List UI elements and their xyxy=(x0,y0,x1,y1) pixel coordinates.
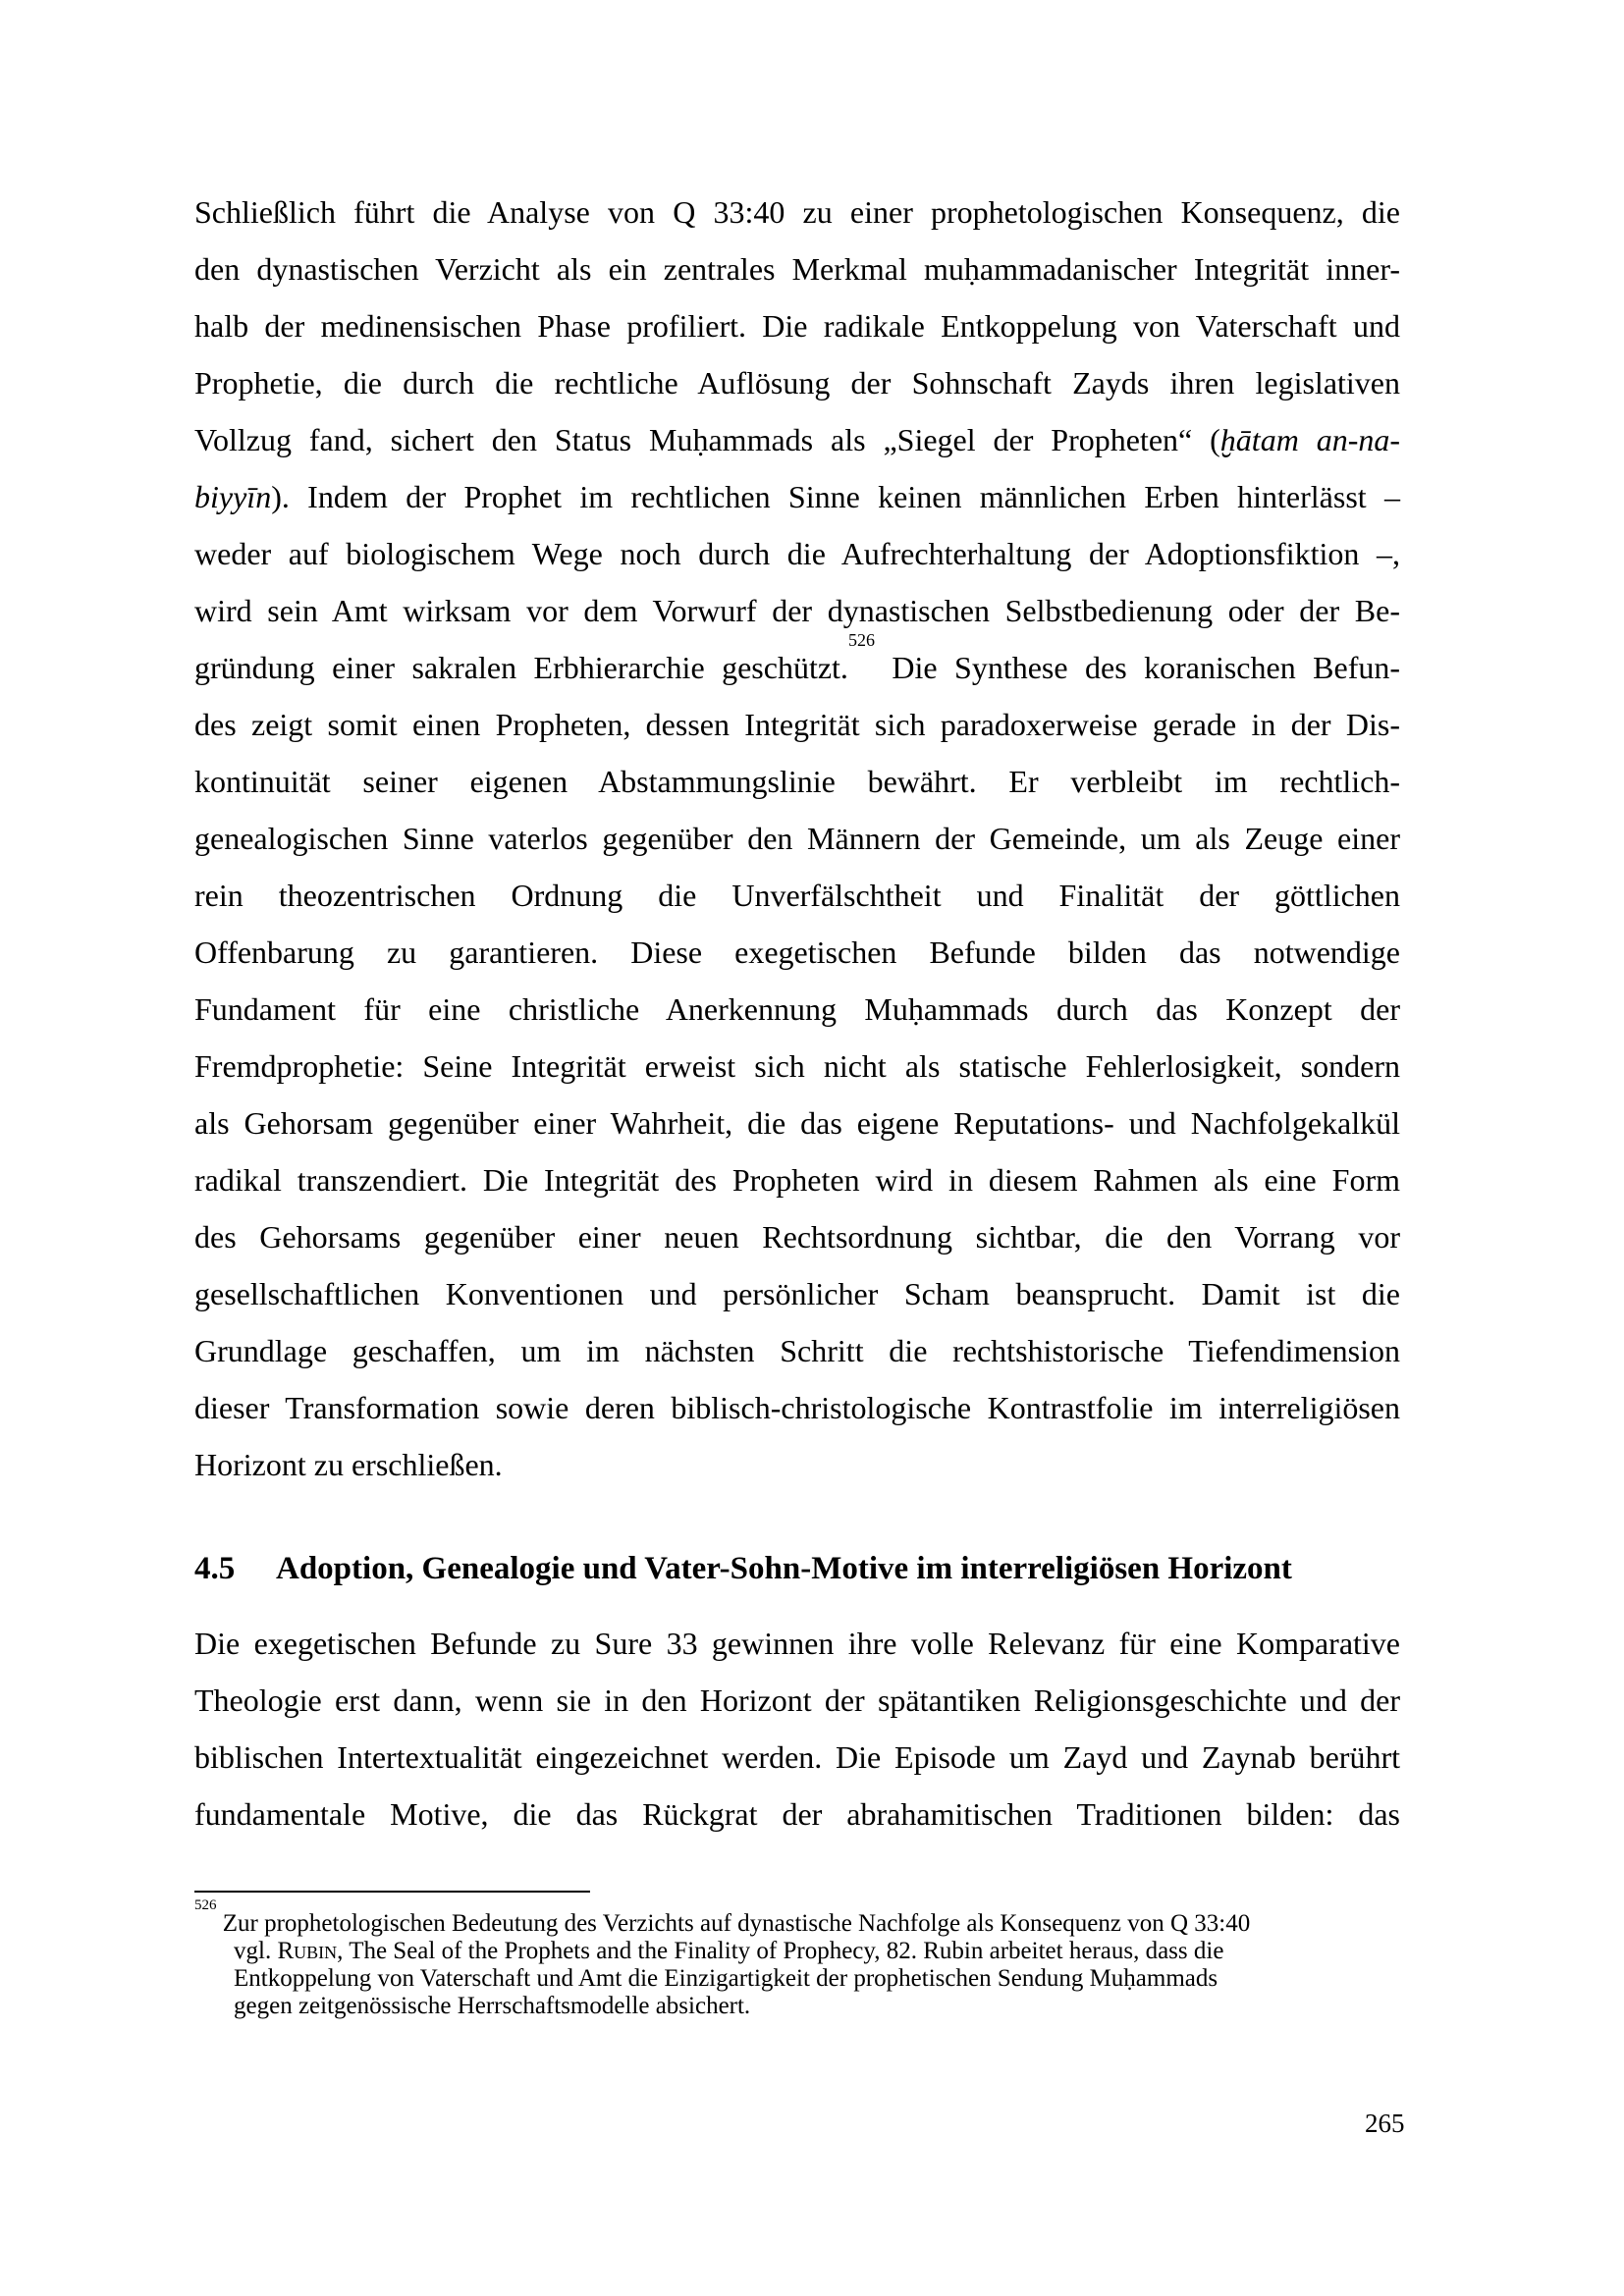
paragraph-2-line-4: fundamentale Motive, die das Rückgrat der abrahamitischen Traditionen bilden: das xyxy=(194,1796,1400,1832)
footnote-line-1: $^{526}$ Zur prophetologischen Bedeutung des Verzichts auf dynastische Nachfolge als Konsequenz von Q 33:40 xyxy=(194,1897,1251,1937)
paragraph-1-line-17: als Gehorsam gegenüber einer Wahrheit, die das eigene Reputations- und Nachfolgekalkül xyxy=(194,1105,1400,1141)
paragraph-1-line-13: rein theozentrischen Ordnung die Unverfälschtheit und Finalität der göttlichen xyxy=(194,878,1400,913)
paragraph-1-line-4: Prophetie, die durch die rechtliche Auflösung der Sohnschaft Zayds ihren legislativen xyxy=(194,365,1400,400)
paragraph-1-line-19: des Gehorsams gegenüber einer neuen Rechtsordnung sichtbar, die den Vorrang vor xyxy=(194,1219,1400,1255)
paragraph-1-line-7: weder auf biologischem Wege noch durch die Aufrechterhaltung der Adoptionsfiktion –, xyxy=(194,536,1400,571)
section-title: Adoption, Genealogie und Vater-Sohn-Motive im interreligiösen Horizont xyxy=(276,1551,1292,1586)
paragraph-1-line-16: Fremdprophetie: Seine Integrität erweist sich nicht als statische Fehlerlosigkeit, sondern xyxy=(194,1048,1400,1084)
paragraph-1-line-20: gesellschaftlichen Konventionen und persönlicher Scham beansprucht. Damit ist die xyxy=(194,1276,1400,1311)
footnote-author: Rubin xyxy=(277,1938,338,1964)
paragraph-2-line-1: Die exegetischen Befunde zu Sure 33 gewinnen ihre volle Relevanz für eine Komparative xyxy=(194,1626,1400,1661)
paragraph-1-line-23: Horizont zu erschließen. xyxy=(194,1447,503,1482)
footnote-line-3: Entkoppelung von Vaterschaft und Amt die Einzigartigkeit der prophetischen Sendung Muḥammads xyxy=(234,1965,1218,1992)
footnote-reference[interactable]: 526 xyxy=(847,630,875,650)
paragraph-1-line-1: Schließlich führt die Analyse von Q 33:40 zu einer prophetologischen Konsequenz, die xyxy=(194,194,1400,230)
paragraph-1-line-14: Offenbarung zu garantieren. Diese exegetischen Befunde bilden das notwendige xyxy=(194,934,1400,970)
page-number: 265 xyxy=(1365,2109,1405,2138)
paragraph-1-line-22: dieser Transformation sowie deren biblisch-christologische Kontrastfolie im interreligiösen xyxy=(194,1390,1400,1425)
section-heading xyxy=(194,1549,1400,1588)
paragraph-1-line-10: des zeigt somit einen Propheten, dessen Integrität sich paradoxerweise gerade in der Dis- xyxy=(194,707,1400,742)
arabic-term-italic: ḫātam an-na- xyxy=(1219,422,1401,457)
paragraph-1-line-9: gründung einer sakralen Erbhierarchie geschützt.$^{526}$ Die Synthese des koranischen Befun- xyxy=(194,630,1401,685)
paragraph-2-line-3: biblischen Intertextualität eingezeichnet werden. Die Episode um Zayd und Zaynab berührt xyxy=(194,1739,1400,1775)
paragraph-1-line-8: wird sein Amt wirksam vor dem Vorwurf der dynastischen Selbstbedienung oder der Be- xyxy=(194,593,1400,628)
footnote-number: 526 xyxy=(194,1897,217,1913)
paragraph-1-line-2: den dynastischen Verzicht als ein zentrales Merkmal muḥammadanischer Integrität inner- xyxy=(194,251,1400,287)
paragraph-1-line-6: biyyīn). Indem der Prophet im rechtlichen Sinne keinen männlichen Erben hinterlässt – xyxy=(194,479,1400,514)
section-number: 4.5 xyxy=(194,1551,236,1586)
paragraph-1-line-3: halb der medinensischen Phase profiliert. Die radikale Entkoppelung von Vaterschaft und xyxy=(194,308,1400,344)
paragraph-1-line-11: kontinuität seiner eigenen Abstammungslinie bewährt. Er verbleibt im rechtlich- xyxy=(194,764,1400,799)
paragraph-1-line-5: Vollzug fand, sichert den Status Muḥammads als „Siegel der Propheten“ (ḫātam an-na- xyxy=(194,422,1401,457)
arabic-term-italic-cont: biyyīn xyxy=(194,479,272,514)
paragraph-2-line-2: Theologie erst dann, wenn sie in den Horizont der spätantiken Religionsgeschichte und der xyxy=(194,1682,1400,1718)
footnote-line-4: gegen zeitgenössische Herrschaftsmodelle absichert. xyxy=(234,1993,751,2019)
footnote-line-2: vgl. Rubin, The Seal of the Prophets and the Finality of Prophecy, 82. Rubin arbeitet heraus, dass die xyxy=(234,1938,1224,1964)
paragraph-1-line-21: Grundlage geschaffen, um im nächsten Schritt die rechtshistorische Tiefendimension xyxy=(194,1333,1400,1368)
paragraph-1-line-15: Fundament für eine christliche Anerkennung Muḥammads durch das Konzept der xyxy=(194,991,1400,1027)
paragraph-1-line-18: radikal transzendiert. Die Integrität des Propheten wird in diesem Rahmen als eine Form xyxy=(194,1162,1400,1198)
footnote-separator xyxy=(194,1891,590,1893)
paragraph-1-line-12: genealogischen Sinne vaterlos gegenüber den Männern der Gemeinde, um als Zeuge einer xyxy=(194,821,1400,856)
